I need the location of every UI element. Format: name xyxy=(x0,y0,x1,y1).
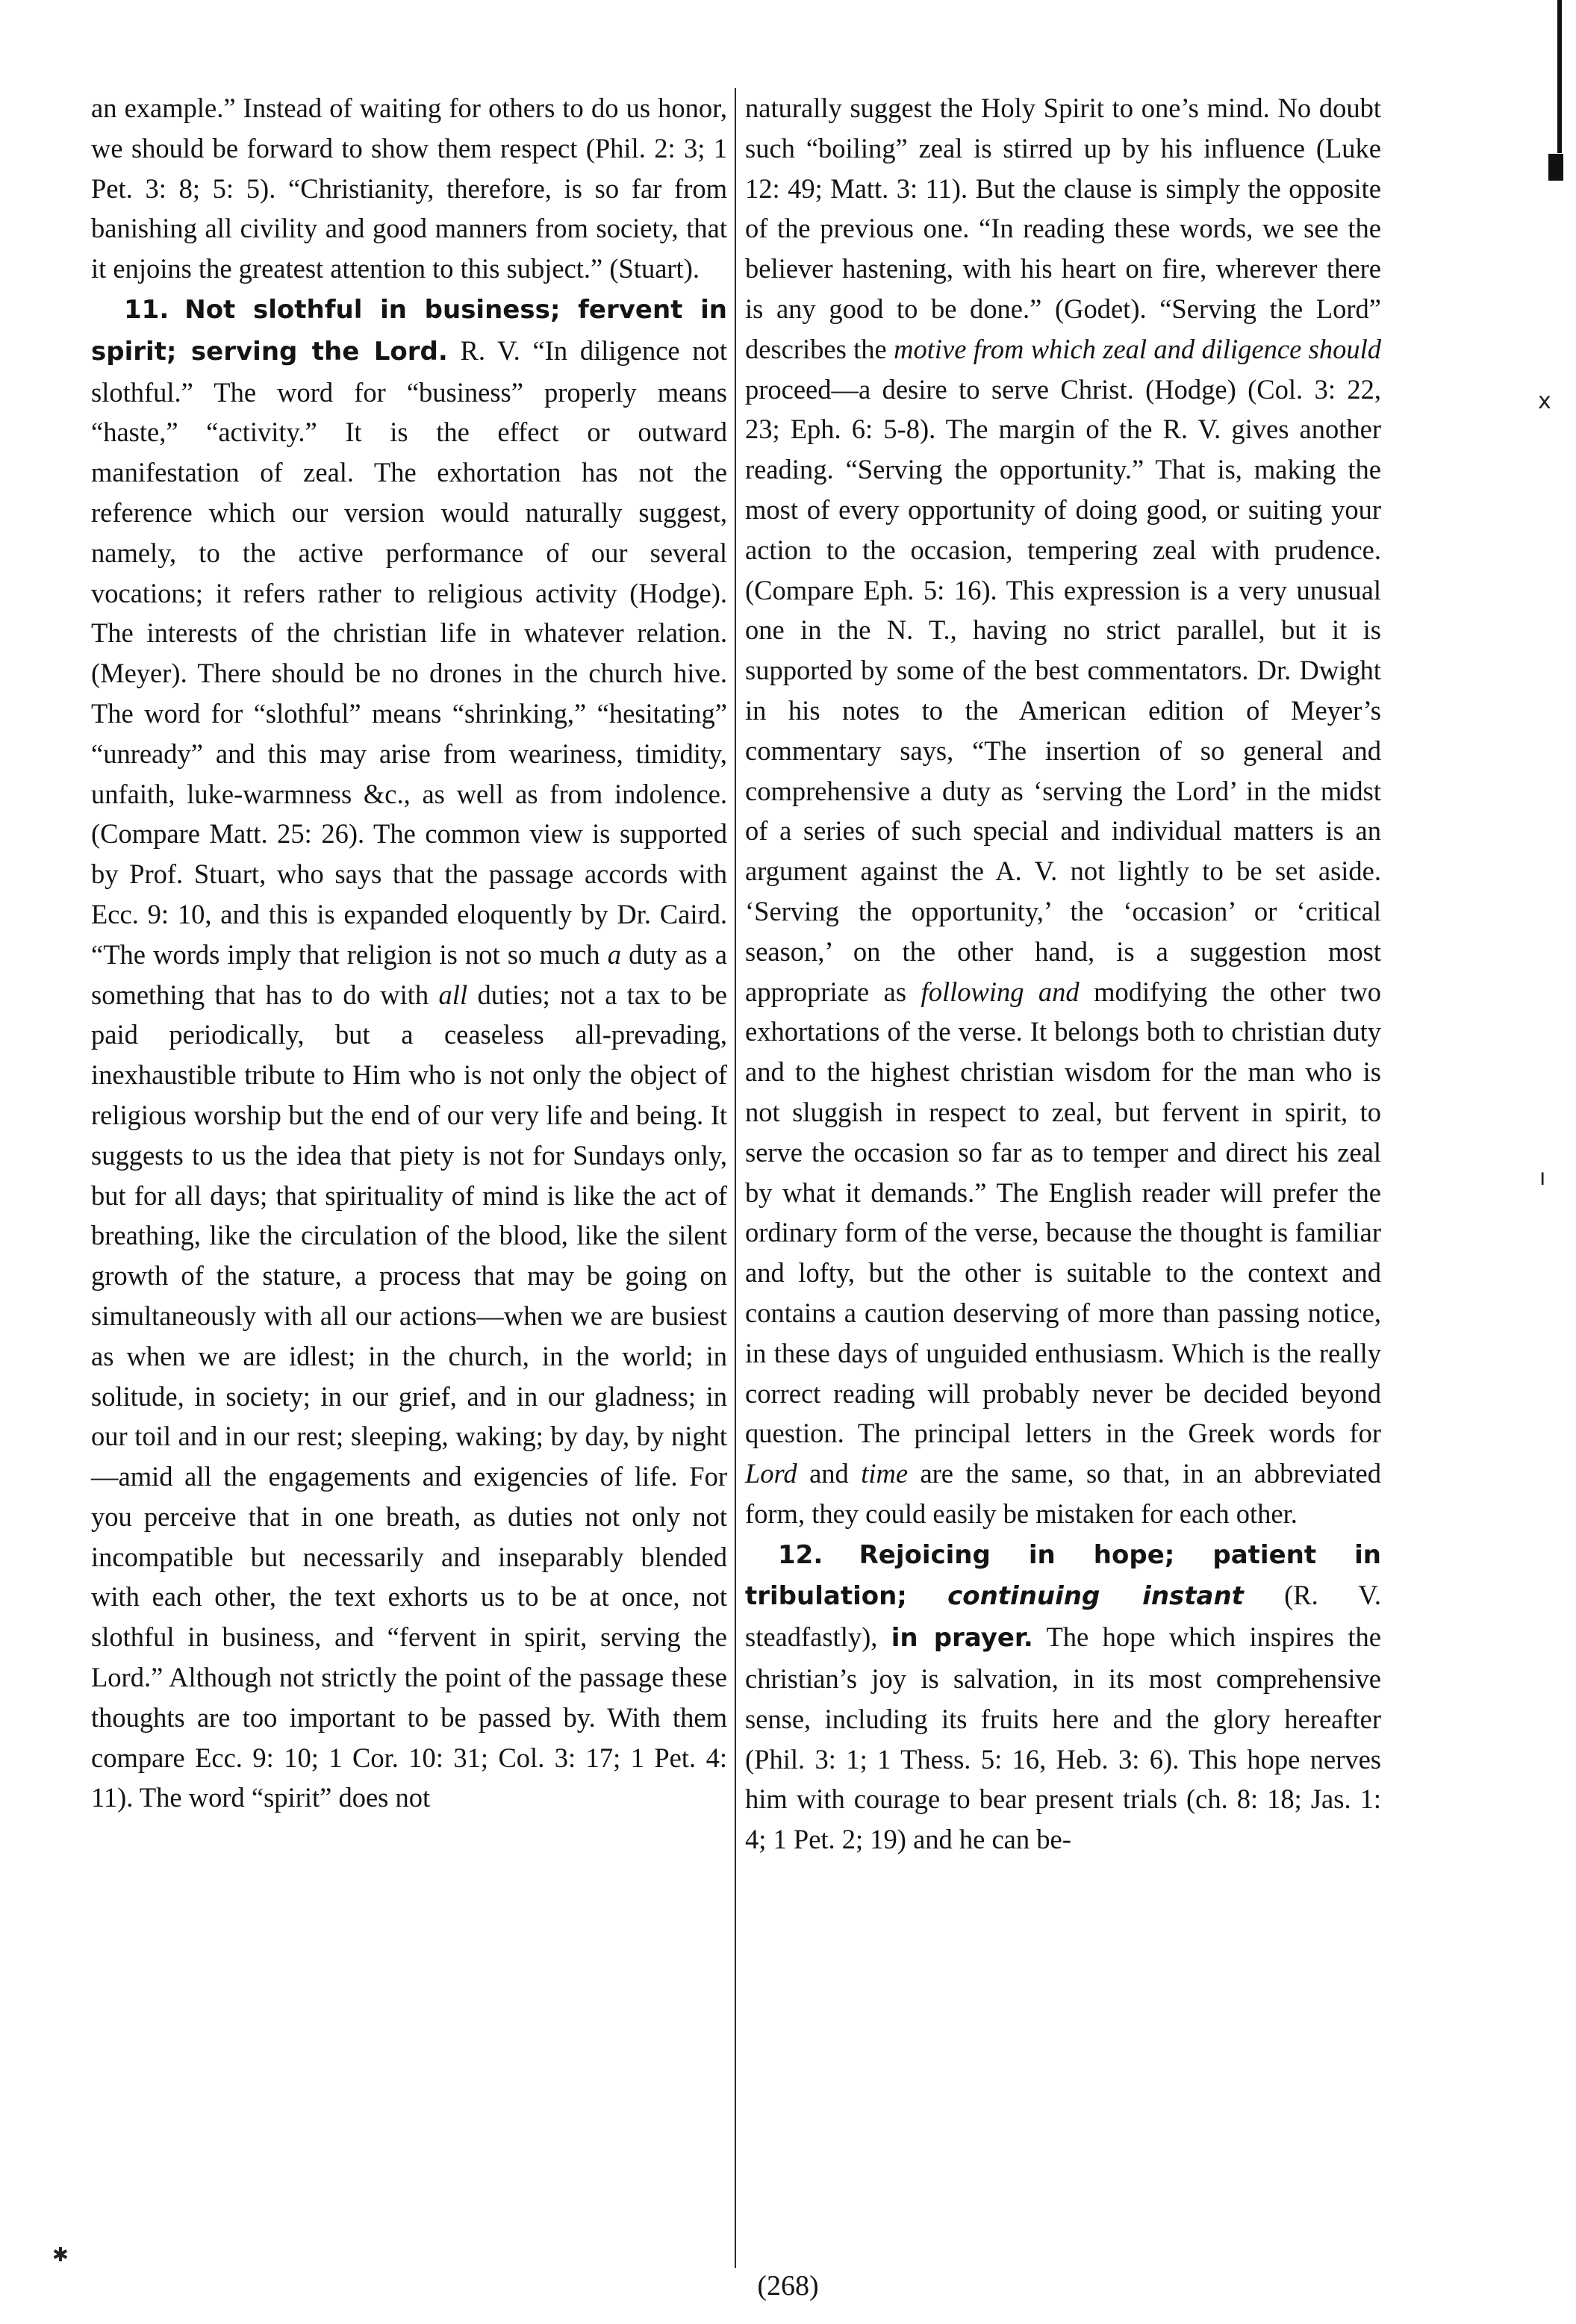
right-body-4: and xyxy=(797,1458,862,1489)
right-body-5: are the same, so that, in an abbreviated form, they could easily be mistaken for each other. xyxy=(745,1458,1381,1529)
right-emphasis-following: following and xyxy=(921,976,1080,1007)
right-body-3: modifying the other two exhortations of the verse. It belongs both to christian duty and to the highest christian wisdom for the man who is not sluggish in respect to zeal, but fervent in spirit, to serve the occasion so far as to temper and direct his zeal by what it demands.” The English reader will prefer the ordinary form of the verse, because the thought is familiar and lofty, but the other is suitable to the context and contains a caution deserving of more than passing notice, in these days of unguided enthusiasm. Which is the really correct reading will probably never be decided beyond question. The principal letters in the Greek words for xyxy=(745,976,1381,1449)
verse-11-heading: Not slothful in business; fervent in spirit; serving the Lord. xyxy=(91,294,727,367)
paragraph-verse-11-continued xyxy=(745,88,1381,1534)
right-body-2: proceed—a desire to serve Christ. (Hodge) (Col. 3: 22, 23; Eph. 6: 5-8). The margin of the R. V. gives another reading. “Serving the opportunity.” That is, making the most of every opportunity of doing good, or suiting your action to the occasion, tempering zeal with prudence. (Compare Eph. 5: 16). This expression is a very unusual one in the N. T., having no strict parallel, but it is supported by some of the best commentators. Dr. Dwight in his notes to the American edition of Meyer’s commentary says, “The insertion of so general and comprehensive a duty as ‘serving the Lord’ in the midst of a series of such special and individual matters is an argument against the A. V. not lightly to be set aside. ‘Serving the opportunity,’ the ‘occasion’ or ‘critical season,’ on the other hand, is a suggestion most appropriate as xyxy=(745,373,1381,1007)
page-number: (268) xyxy=(757,2270,819,2302)
paragraph-example-continuation: an example.” Instead of waiting for others to do us honor, we should be forward to show them respect (Phil. 2: 3; 1 Pet. 3: 8; 5: 5). “Christianity, therefore, is so far from banishing all civility and good manners from society, that it enjoins the greatest attention to this subject.” (Stuart). xyxy=(91,93,727,284)
right-emphasis-lord: Lord xyxy=(745,1458,797,1489)
edge-scan-mark xyxy=(1557,0,1562,153)
verse-12-heading-b: continuing instant xyxy=(947,1581,1244,1612)
verse-number-11: 11. xyxy=(124,294,169,325)
verse-12-heading-c: in prayer. xyxy=(891,1623,1033,1654)
margin-mark-right-1: x xyxy=(1538,388,1551,414)
verse-11-emphasis-all: all xyxy=(438,979,468,1010)
verse-11-body-2: duty as a something that has to do with xyxy=(91,938,727,1010)
right-emphasis-time: time xyxy=(861,1458,909,1489)
verse-12-heading-a: Rejoicing in hope; patient in tribulation; xyxy=(745,1539,1382,1612)
left-column xyxy=(91,88,727,1818)
margin-mark-right-2: ı xyxy=(1539,1165,1546,1191)
margin-mark-bottom-left: ✱ xyxy=(52,2244,69,2267)
right-body-1: naturally suggest the Holy Spirit to one’s mind. No doubt such “boiling” zeal is stirred up by his influence (Luke 12: 49; Matt. 3: 11). But the clause is simply the opposite of the previous one. “In reading these words, we see the believer hastening, with his heart on fire, wherever there is any good to be done.” (Godet). “Serving the Lord” describes the xyxy=(745,93,1381,364)
column-divider xyxy=(735,88,736,2268)
verse-11-emphasis-a: a xyxy=(607,938,621,970)
verse-11-body-3: duties; not a tax to be paid periodically, but a ceaseless all-prevading, inexhaustible tribute to Him who is not only the object of religious worship but the end of our very life and being. It suggests to us the idea that piety is not for Sundays only, but for all days; that spirituality of mind is like the act of breathing, like the circulation of the blood, like the silent growth of the stature, a process that may be going on simultaneously with all our actions—when we are busiest as when we are idlest; in the church, in the world; in solitude, in society; in our grief, and in our gladness; in our toil and in our rest; sleeping, waking; by day, by night—amid all the engagements and exigencies of life. For you perceive that in one breath, as duties not only not incompatible but necessarily and inseparably blended with each other, the text exhorts us to be at once, not slothful in business, and “fervent in spirit, serving the Lord.” Although not strictly the point of the passage these thoughts are too important to be passed by. With them compare Ecc. 9: 10; 1 Cor. 10: 31; Col. 3: 17; 1 Pet. 4: 11). The word “spirit” does not xyxy=(91,979,727,1813)
verse-11-body-1: R. V. “In diligence not slothful.” The word for “business” properly means “haste,” “activity.” It is the effect or outward manifestation of zeal. The exhortation has not the reference which our version would naturally suggest, namely, to the active performance of our several vocations; it refers rather to religious activity (Hodge). The interests of the christian life in whatever relation. (Meyer). There should be no drones in the church hive. The word for “slothful” means “shrinking,” “hesitating” “unready” and this may arise from weariness, timidity, unfaith, luke-warmness &c., as well as from indolence. (Compare Matt. 25: 26). The common view is supported by Prof. Stuart, who says that the passage accords with Ecc. 9: 10, and this is expanded eloquently by Dr. Caird. “The words imply that religion is not so much xyxy=(91,334,727,970)
right-emphasis-motive: motive from which zeal and diligence should xyxy=(894,333,1381,364)
right-column xyxy=(745,88,1381,1860)
paragraph-verse-12 xyxy=(745,1534,1381,1860)
edge-scan-mark-foot xyxy=(1548,154,1563,181)
verse-12-body: The hope which inspires the christian’s joy is salvation, in its most comprehensive sense, including its fruits here and the glory hereafter (Phil. 3: 1; 1 Thess. 5: 16, Heb. 3: 6). This hope nerves him with courage to bear present trials (ch. 8: 18; Jas. 1: 4; 1 Pet. 2; 19) and he can be- xyxy=(745,1621,1382,1855)
verse-12-rv-note: (R. V. steadfastly), xyxy=(745,1580,1381,1653)
paragraph-verse-11 xyxy=(91,289,727,1818)
verse-number-12: 12. xyxy=(778,1539,823,1570)
